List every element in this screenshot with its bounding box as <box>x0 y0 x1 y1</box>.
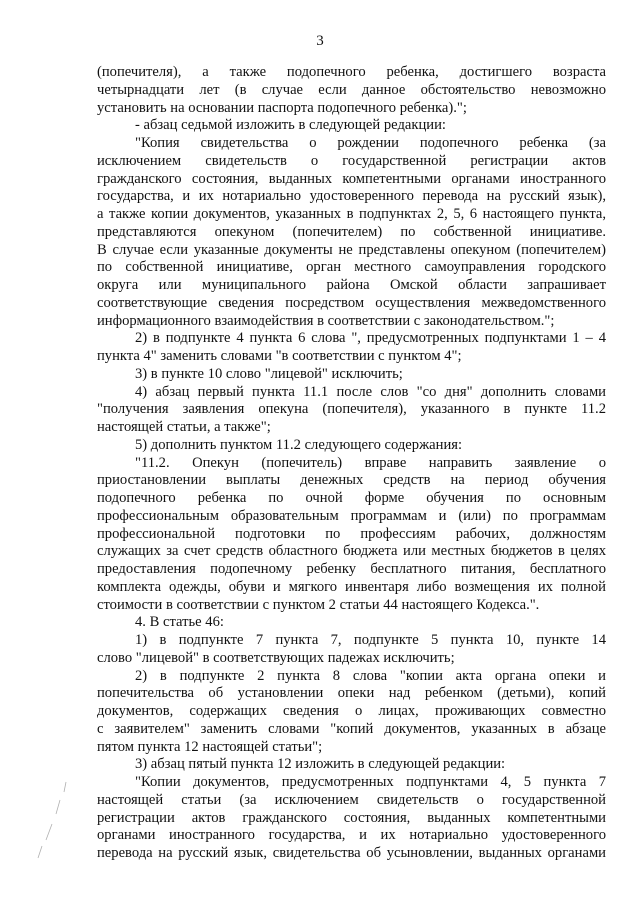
text-line: четырнадцати лет (в случае если данное обстоятельство невозможно <box>97 81 606 98</box>
text-line: слово "лицевой" в соответствующих падежах исключить; <box>97 649 455 666</box>
margin-pencil-mark <box>36 780 76 860</box>
text-line: представляются опекуном (попечителем) по собственной инициативе. <box>97 223 606 240</box>
text-line: профессиональным образовательным программам и (или) по программам <box>97 507 606 524</box>
text-line: информационного взаимодействия в соответствии с законодательством."; <box>97 312 555 329</box>
text-line: служащих за счет средств областного бюджета или местных бюджетов в целях <box>97 543 606 560</box>
text-line: пятом пункта 12 настоящей статьи"; <box>97 738 323 755</box>
text-line: 3) в пункте 10 слово "лицевой" исключить; <box>135 365 403 382</box>
text-line: органами иностранного государства, и их нотариально удостоверенного <box>97 827 606 844</box>
text-line: 3) абзац пятый пункта 12 изложить в следующей редакции: <box>135 756 506 773</box>
text-line: профессиональной подготовки по профессиям рабочих, должностям <box>97 525 606 542</box>
text-line: комплекта одежды, обуви и мягкого инвентаря либо возмещения их полной <box>97 578 606 595</box>
text-line: государства, и их нотариально удостоверенного перевода на русский язык), <box>97 188 606 205</box>
text-line: подопечного ребенка по очной форме обучения по основным <box>97 490 606 506</box>
text-line: предоставления подопечному ребенку бесплатного питания, бесплатного <box>97 561 606 577</box>
text-line: соответствующие сведения посредством осуществления межведомственного <box>97 294 606 311</box>
text-line: попечительства об установлении опеки над ребенком (детьми), копий <box>97 685 606 702</box>
text-line: 4) абзац первый пункта 11.1 после слов "со дня" дополнить словами <box>135 383 606 400</box>
text-line: настоящей статьи, а также"; <box>97 419 271 435</box>
text-line: 4. В статье 46: <box>135 614 224 631</box>
text-line: 2) в подпункте 4 пункта 6 слова ", предусмотренных подпунктами 1 – 4 <box>135 330 606 347</box>
text-line: - абзац седьмой изложить в следующей редакции: <box>135 117 446 134</box>
text-line: настоящей статьи (за исключением свидетельств о государственной <box>97 791 606 808</box>
document-body <box>97 64 606 863</box>
page-number: 3 <box>316 33 324 49</box>
text-line: "Копия свидетельства о рождении подопечного ребенка (за <box>135 135 606 151</box>
text-line: "получения заявления опекуна (попечителя), указанного в пункте 11.2 <box>97 401 606 418</box>
text-line: гражданского состояния, выданных компетентными органами иностранного <box>97 170 606 187</box>
text-line: приостановлении выплаты денежных средств на период обучения <box>97 472 606 489</box>
text-line: "Копии документов, предусмотренных подпунктами 4, 5 пункта 7 <box>135 774 606 790</box>
text-line: стоимости в соответствии с пунктом 2 статьи 44 настоящего Кодекса.". <box>97 596 540 613</box>
text-line: (попечителя), а также подопечного ребенка, достигшего возраста <box>97 64 606 80</box>
text-line: с заявителем" заменить словами "копий документов, указанных в абзаце <box>97 720 606 737</box>
text-line: В случае если указанные документы не представлены опекуном (попечителем) <box>97 241 606 258</box>
text-line: установить на основании паспорта подопечного ребенка)."; <box>97 99 467 116</box>
text-line: 5) дополнить пунктом 11.2 следующего содержания: <box>135 436 463 453</box>
text-line: исключением свидетельств о государственной регистрации актов <box>97 152 606 169</box>
text-line: по собственной инициативе, орган местного самоуправления городского <box>97 259 606 276</box>
text-line: 2) в подпункте 2 пункта 8 слова "копии акта органа опеки и <box>135 667 606 684</box>
text-line: документов, содержащих сведения о лицах, проживающих совместно <box>97 703 606 719</box>
text-line: перевода на русский язык, свидетельства об усыновлении, выданных органами <box>97 845 606 861</box>
text-line: регистрации актов гражданского состояния, выданных компетентными <box>97 809 606 826</box>
text-line: 1) в подпункте 7 пункта 7, подпункте 5 пункта 10, пункте 14 <box>135 632 606 648</box>
text-line: округа или муниципального района Омской области запрашивает <box>97 277 606 293</box>
text-line: "11.2. Опекун (попечитель) вправе направить заявление о <box>135 454 606 471</box>
text-line: пункта 4" заменить словами "в соответствии с пунктом 4"; <box>97 348 462 364</box>
text-line: а также копии документов, указанных в подпунктах 2, 5, 6 настоящего пункта, <box>97 206 606 222</box>
